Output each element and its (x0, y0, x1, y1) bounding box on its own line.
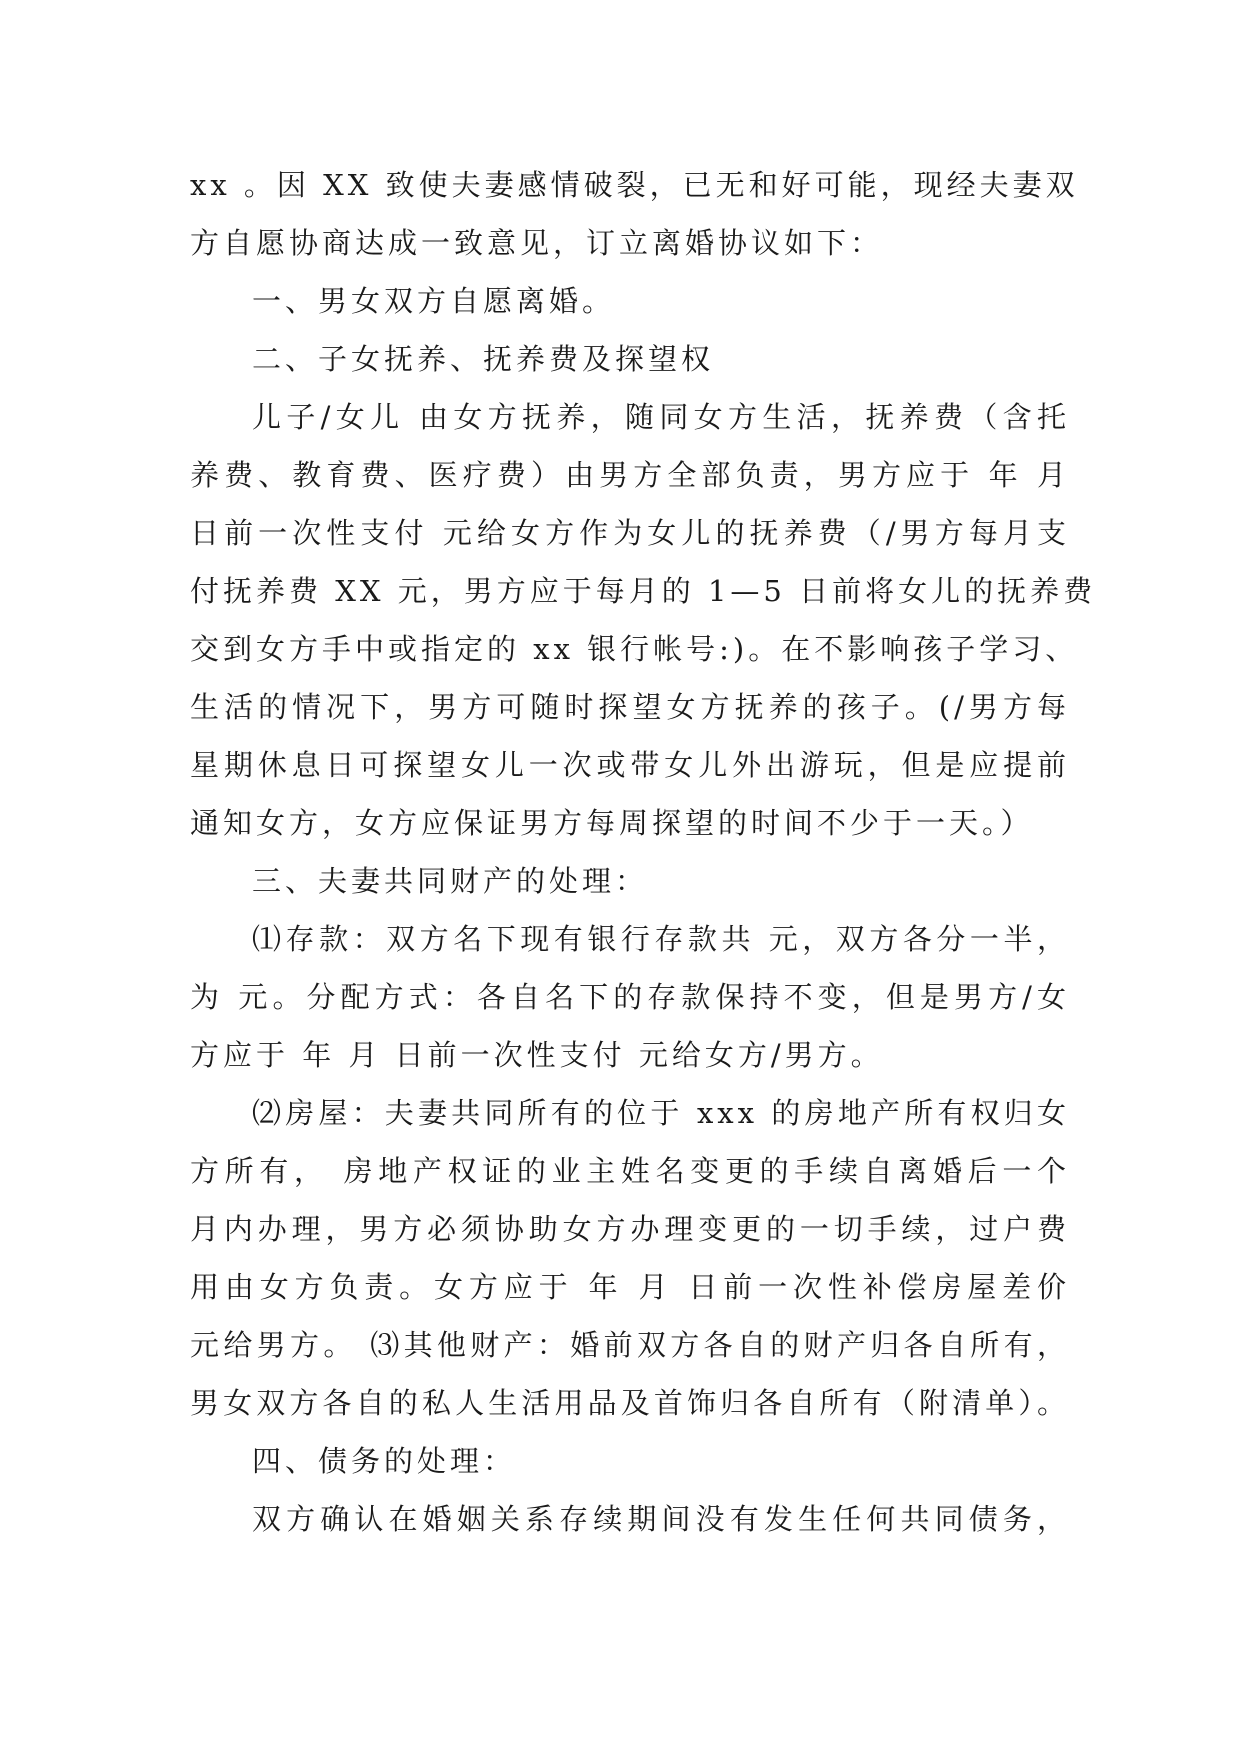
text-line: xx 。因 XX 致使夫妻感情破裂，已无和好可能，现经夫妻双 (190, 168, 1079, 202)
text-line: 三、夫妻共同财产的处理： (252, 864, 649, 898)
text-line: 方所有， 房地产权证的业主姓名变更的手续自离婚后一个 (190, 1154, 1070, 1188)
text-line: 双方确认在婚姻关系存续期间没有发生任何共同债务， (252, 1502, 1070, 1536)
text-line: ⑵房屋：夫妻共同所有的位于 xxx 的房地产所有权归女 (252, 1096, 1070, 1130)
text-line: 为 元。分配方式：各自名下的存款保持不变，但是男方/女 (190, 980, 1070, 1014)
text-line: 付抚养费 XX 元，男方应于每月的 1—5 日前将女儿的抚养费 (190, 574, 1097, 608)
text-line: 方自愿协商达成一致意见，订立离婚协议如下： (190, 226, 884, 260)
text-line: 养费、教育费、医疗费）由男方全部负责，男方应于 年 月 (190, 458, 1070, 492)
text-line: 四、债务的处理： (252, 1444, 517, 1478)
text-line: 二、子女抚养、抚养费及探望权 (252, 342, 715, 376)
text-line: 日前一次性支付 元给女方作为女儿的抚养费（/男方每月支 (190, 516, 1070, 550)
text-line: 通知女方，女方应保证男方每周探望的时间不少于一天。） (190, 806, 1034, 840)
text-line: 用由女方负责。女方应于 年 月 日前一次性补偿房屋差价 (190, 1270, 1070, 1304)
text-line: 儿子/女儿 由女方抚养，随同女方生活，抚养费（含托 (252, 400, 1070, 434)
text-line: 生活的情况下，男方可随时探望女方抚养的孩子。(/男方每 (190, 690, 1070, 724)
text-line: 男女双方各自的私人生活用品及首饰归各自所有（附清单）。 (190, 1386, 1070, 1420)
text-line: 方应于 年 月 日前一次性支付 元给女方/男方。 (190, 1038, 884, 1072)
text-line: 月内办理，男方必须协助女方办理变更的一切手续，过户费 (190, 1212, 1070, 1246)
text-line: 元给男方。 ⑶其他财产：婚前双方各自的财产归各自所有， (190, 1328, 1070, 1362)
text-line: 交到女方手中或指定的 xx 银行帐号:)。在不影响孩子学习、 (190, 632, 1079, 666)
text-line: 一、男女双方自愿离婚。 (252, 284, 616, 318)
text-line: ⑴存款：双方名下现有银行存款共 元，双方各分一半， (252, 922, 1070, 956)
text-line: 星期休息日可探望女儿一次或带女儿外出游玩，但是应提前 (190, 748, 1070, 782)
